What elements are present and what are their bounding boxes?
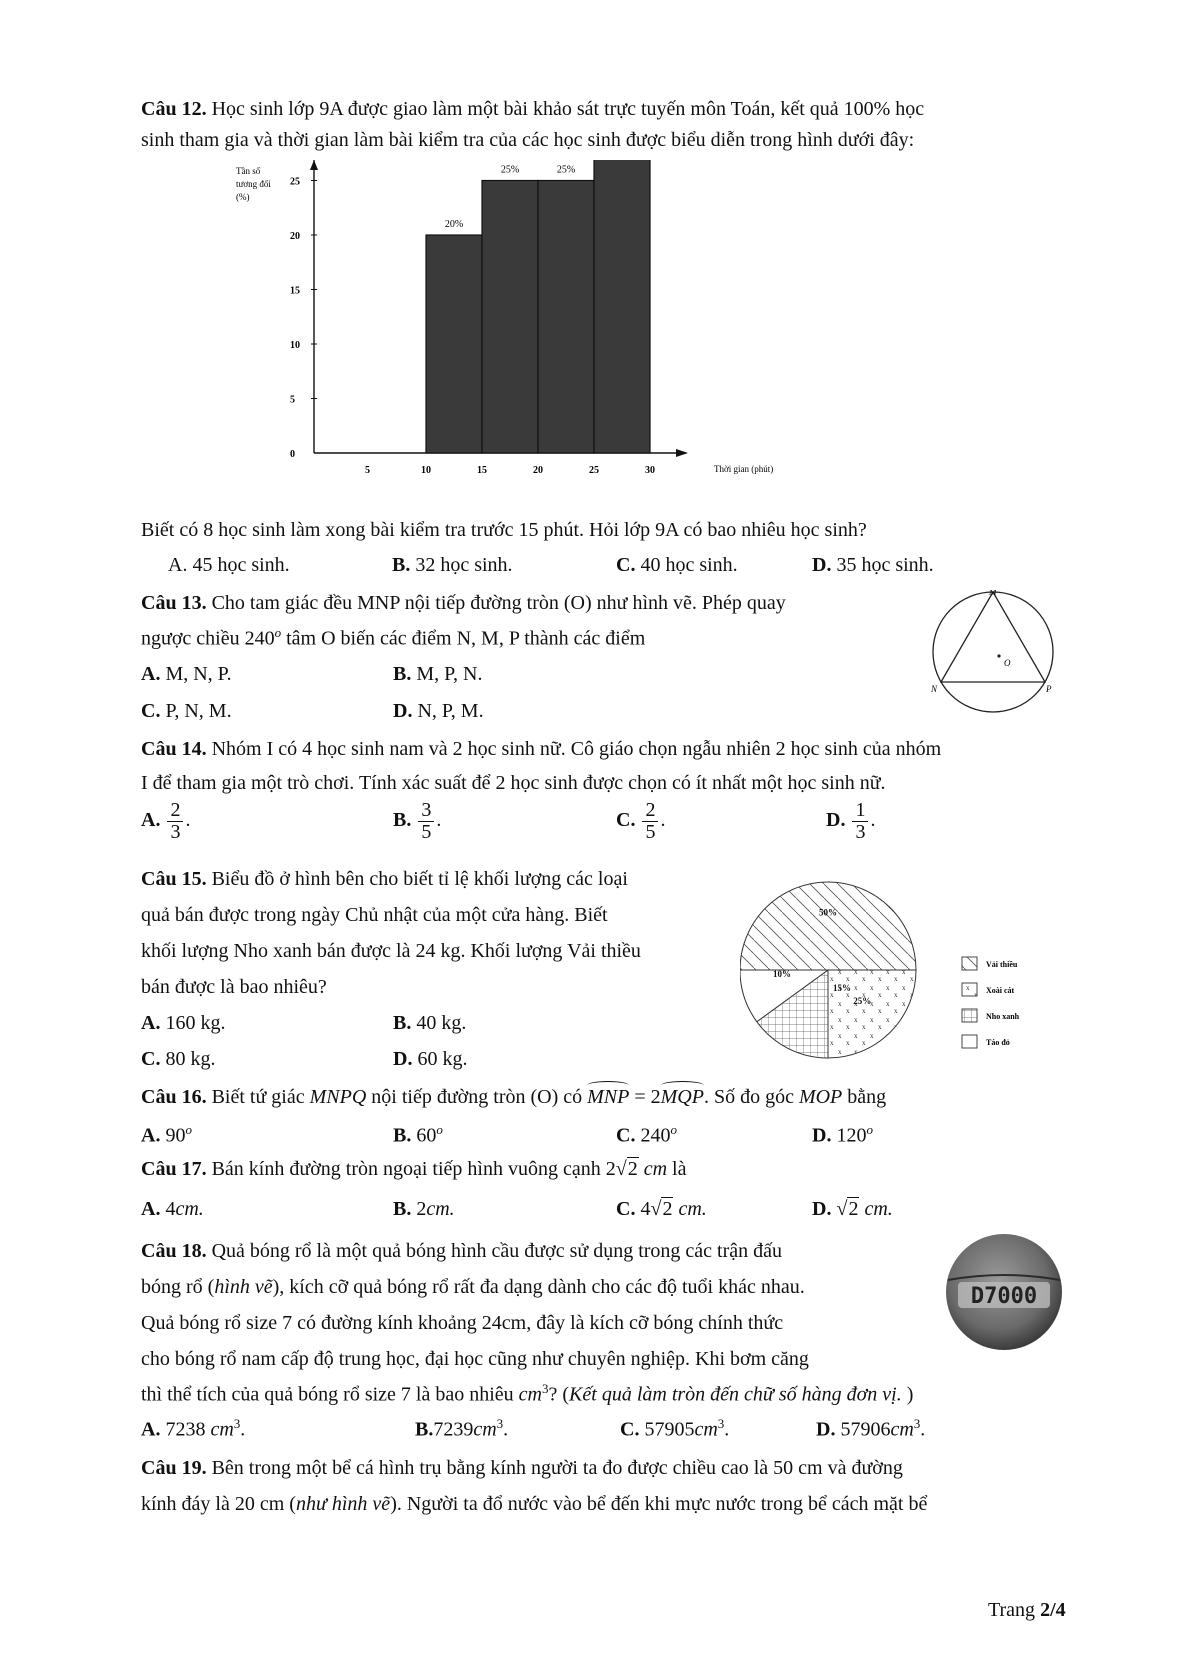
option-letter: A. [141, 809, 161, 832]
pie-slice-label: 10% [772, 968, 791, 979]
q15-option-b[interactable] [393, 1011, 466, 1035]
option-text: 2 [416, 1198, 427, 1220]
y-tick-label: 5 [290, 394, 295, 406]
q14-line1 [141, 737, 941, 761]
option-letter: B. [393, 663, 412, 685]
q18-text2i: hình vẽ [214, 1276, 273, 1298]
option-text: 40 học sinh. [640, 554, 738, 576]
y-axis-label: tương đối [236, 179, 271, 189]
center-o-label: O [1004, 658, 1011, 668]
legend-swatch [962, 1009, 977, 1022]
q14-option-a[interactable]: A. $\frac{2}{3}$ . [141, 799, 191, 843]
q18-line5 [141, 1381, 913, 1407]
option-text: 35 học sinh. [836, 554, 934, 576]
option-letter: C. [141, 1048, 161, 1070]
q17-option-a[interactable] [141, 1197, 204, 1221]
degree-sup: o [670, 1122, 677, 1137]
option-text: N, P, M. [417, 700, 484, 722]
q18-line2 [141, 1275, 805, 1299]
option-unit: cm [890, 1418, 914, 1441]
histogram-bar [482, 181, 538, 454]
numerator: 1 [852, 800, 868, 822]
q13-text2a: ngược chiều 240 [141, 627, 275, 650]
option-letter: B. [393, 809, 412, 832]
option-unit: cm [473, 1418, 497, 1441]
x-tick-label: 25 [589, 465, 599, 476]
q18-text2b: ), kích cỡ quả bóng rổ rất đa dạng dành cho các độ tuổi khác nhau. [272, 1276, 805, 1298]
sqrt-symbol: √2 [650, 1198, 673, 1220]
q19-text1: Bên trong một bể cá hình trụ bằng kính người ta đo được chiều cao là 50 cm và đường [211, 1457, 903, 1479]
q19-text2a: kính đáy là 20 cm ( [141, 1493, 296, 1515]
option-letter: D. [393, 700, 413, 722]
option-letter: A. [168, 554, 188, 576]
histogram-bar [594, 160, 650, 453]
q16-line [141, 1085, 886, 1109]
histogram-bar [426, 235, 482, 453]
cube-sup: 3 [496, 1416, 504, 1431]
histogram-bar [538, 181, 594, 454]
option-text: 240 [640, 1124, 671, 1147]
pie-slice-label: 15% [833, 983, 852, 994]
option-fraction [852, 800, 868, 843]
bar-data-label: 25% [500, 164, 520, 176]
pie-slice-label: 50% [819, 907, 837, 918]
q16-option-c[interactable] [616, 1122, 677, 1148]
legend-swatch [962, 1035, 977, 1048]
q17-coef: 2 [605, 1158, 616, 1180]
denominator: 5 [421, 821, 432, 843]
denominator: 3 [855, 821, 866, 843]
fruit-pie-chart [740, 870, 1080, 1075]
radicand: 2 [627, 1158, 638, 1180]
legend-entry: Táo đỏ [986, 1038, 1010, 1047]
option-unit: cm. [678, 1198, 707, 1220]
q16-quad: MNPQ [309, 1086, 367, 1108]
option-letter: A. [141, 1124, 161, 1147]
option-text: 80 kg. [165, 1048, 216, 1070]
option-letter: B. [393, 1124, 412, 1147]
q15-line1 [141, 867, 628, 891]
q13-option-a[interactable] [141, 662, 232, 686]
q14-option-b[interactable]: B. $\frac{3}{5}$ . [393, 799, 442, 843]
option-letter: C. [616, 1198, 636, 1220]
q18-option-d[interactable] [816, 1416, 925, 1442]
option-letter: D. [816, 1418, 836, 1441]
denominator: 5 [645, 821, 656, 843]
q16-text-c: . Số đo góc [703, 1086, 799, 1108]
basketball-image [944, 1232, 1064, 1352]
option-letter: B. [393, 1012, 412, 1034]
frequency-chart [236, 160, 836, 520]
option-letter: B. [393, 1198, 412, 1220]
q15-option-d[interactable] [393, 1047, 467, 1071]
radicand: 2 [848, 1198, 859, 1220]
degree-sup: o [274, 625, 282, 640]
option-letter: C. [616, 809, 636, 832]
y-axis-arrow [310, 160, 318, 170]
option-end: . [724, 1418, 730, 1441]
numerator: 2 [167, 800, 183, 822]
q18-text2a: bóng rổ ( [141, 1276, 215, 1298]
q15-option-a[interactable] [141, 1011, 225, 1035]
q12-option-b[interactable] [392, 553, 513, 577]
x-tick-label: 10 [421, 465, 431, 476]
q19-text2i: như hình vẽ [295, 1493, 391, 1515]
option-end: . [920, 1418, 926, 1441]
option-letter: B. [415, 1418, 434, 1441]
q14-option-c[interactable]: C. $\frac{2}{5}$ . [616, 799, 666, 843]
q16-eq: = 2 [629, 1086, 661, 1108]
q18-option-a[interactable] [141, 1416, 245, 1442]
page-label: Trang [988, 1599, 1041, 1621]
q13-label: Câu 13. [141, 592, 207, 614]
q16-option-d[interactable] [812, 1122, 873, 1148]
arc-mqp: MQP [660, 1086, 704, 1108]
q18-text1: Quả bóng rổ là một quả bóng hình cầu được sử dụng trong các trận đấu [211, 1240, 783, 1262]
q15-text1: Biểu đồ ở hình bên cho biết tỉ lệ khối lượng các loại [211, 868, 628, 890]
numerator: 2 [642, 800, 658, 822]
option-text: 57905 [644, 1418, 695, 1441]
option-text: 40 kg. [416, 1012, 467, 1034]
option-letter: C. [141, 700, 161, 722]
option-fraction [642, 800, 658, 843]
pie-slice-label: 25% [853, 996, 872, 1007]
circle-o [933, 592, 1053, 712]
sqrt-symbol: √2 [615, 1158, 638, 1180]
q18-text5i: Kết quả làm tròn đến chữ số hàng đơn vị. [569, 1383, 902, 1406]
q13-text2b: tâm O biến các điểm N, M, P thành các điểm [281, 627, 646, 650]
legend-entry: Vải thiều [986, 960, 1018, 969]
q18-option-c[interactable] [620, 1416, 729, 1442]
option-text: 7239 [433, 1418, 474, 1441]
cube-sup: 3 [542, 1381, 549, 1396]
q19-label: Câu 19. [141, 1457, 207, 1479]
option-text: 60 kg. [417, 1048, 468, 1070]
option-unit: cm [694, 1418, 718, 1441]
q14-label: Câu 14. [141, 738, 207, 760]
q17-unit: cm [643, 1158, 668, 1180]
q16-text-b: nội tiếp đường tròn (O) có [366, 1086, 588, 1108]
degree-sup: o [866, 1122, 873, 1137]
option-letter: A. [141, 663, 161, 685]
option-letter: C. [616, 554, 636, 576]
q19-line2 [141, 1492, 927, 1516]
bar-data-label: 25% [556, 164, 576, 176]
option-letter: A. [141, 1012, 161, 1034]
x-tick-label: 15 [477, 465, 487, 476]
y-tick-label: 10 [290, 340, 300, 351]
cube-sup: 3 [913, 1416, 921, 1431]
option-letter: C. [616, 1124, 636, 1147]
q12-line2: sinh tham gia và thời gian làm bài kiểm tra của các học sinh được biểu diễn trong hình dưới đây: [141, 129, 915, 151]
numerator: 3 [418, 800, 434, 822]
sqrt-symbol: √2 [836, 1198, 859, 1220]
option-end: . [503, 1418, 509, 1441]
option-text: P, N, M. [165, 700, 232, 722]
option-letter: A. [141, 1418, 161, 1441]
arc-mnp: MNP [587, 1086, 630, 1108]
q13-line1 [141, 591, 786, 615]
q17-option-d[interactable] [812, 1197, 893, 1221]
q14-text1: Nhóm I có 4 học sinh nam và 2 học sinh nữ. Cô giáo chọn ngẫu nhiên 2 học sinh của nhóm [211, 738, 942, 760]
q16-label: Câu 16. [141, 1086, 207, 1108]
legend-entry: Nho xanh [986, 1012, 1020, 1021]
x-tick-label: 5 [365, 465, 370, 476]
q15-line3: khối lượng Nho xanh bán được là 24 kg. Khối lượng Vải thiều [141, 940, 641, 962]
option-text: M, N, P. [165, 663, 232, 685]
q18-text5c: ) [901, 1383, 914, 1406]
page-number [988, 1599, 1066, 1622]
q18-line4: cho bóng rổ nam cấp độ trung học, đại học cũng như chuyên nghiệp. Khi bơm căng [141, 1348, 809, 1370]
option-text: 57906 [840, 1418, 891, 1441]
option-letter: C. [620, 1418, 640, 1441]
option-letter: A. [141, 1198, 161, 1220]
q16-text-a: Biết tứ giác [211, 1086, 310, 1108]
ball-label: D7000 [970, 1284, 1038, 1309]
option-text: 7238 [165, 1418, 211, 1441]
option-fraction [418, 800, 434, 843]
q18-text5a: thì thể tích của quả bóng rổ size 7 là bao nhiêu [141, 1383, 519, 1406]
q17-text-b: là [667, 1158, 687, 1180]
q18-unit: cm [518, 1383, 542, 1406]
q13-text1: Cho tam giác đều MNP nội tiếp đường tròn (O) như hình vẽ. Phép quay [211, 592, 786, 614]
q18-text5b: ? ( [548, 1383, 570, 1406]
q17-line [141, 1157, 686, 1181]
q14-line2: I để tham gia một trò chơi. Tính xác suất để 2 học sinh được chọn có ít nhất một học sinh nữ. [141, 772, 886, 794]
degree-sup: o [185, 1122, 192, 1137]
option-text: 4 [165, 1198, 176, 1220]
cube-sup: 3 [233, 1416, 241, 1431]
option-text: 90 [165, 1124, 186, 1147]
option-text: 60 [416, 1124, 437, 1147]
q13-line2 [141, 625, 645, 651]
q14-option-d[interactable]: D. $\frac{1}{3}$ . [826, 799, 876, 843]
q16-angle: MOP [798, 1086, 843, 1108]
y-tick-label: 25 [290, 176, 300, 188]
legend-swatch [962, 957, 977, 970]
q16-option-a[interactable] [141, 1122, 192, 1148]
denominator: 3 [170, 821, 181, 843]
legend-swatch [962, 983, 977, 996]
option-letter: D. [826, 809, 846, 832]
q16-option-b[interactable] [393, 1122, 443, 1148]
q12-label: Câu 12. [141, 98, 207, 120]
y-tick-label: 0 [290, 449, 295, 460]
triangle-circle-figure [925, 590, 1065, 720]
degree-sup: o [436, 1122, 443, 1137]
option-fraction [167, 800, 183, 843]
option-letter: D. [812, 1124, 832, 1147]
x-tick-label: 30 [645, 465, 655, 476]
q12-option-c[interactable] [616, 553, 738, 577]
q18-label: Câu 18. [141, 1240, 207, 1262]
option-unit: cm. [864, 1198, 893, 1220]
vertex-n-label: N [931, 684, 938, 694]
page-num: 2/4 [1040, 1599, 1066, 1621]
q17-option-b[interactable] [393, 1197, 455, 1221]
center-dot [997, 654, 1000, 657]
q13-option-b[interactable] [393, 662, 482, 686]
q15-option-c[interactable] [141, 1047, 215, 1071]
x-axis-arrow [676, 449, 688, 457]
legend-entry: Xoài cát [986, 986, 1015, 995]
option-text: 160 kg. [165, 1012, 226, 1034]
q17-text-a: Bán kính đường tròn ngoại tiếp hình vuông cạnh [211, 1158, 606, 1180]
option-unit: cm. [426, 1198, 455, 1220]
option-letter: B. [392, 554, 411, 576]
q16-text-d: bằng [842, 1086, 887, 1108]
option-text: 32 học sinh. [415, 554, 513, 576]
radicand: 2 [662, 1198, 673, 1220]
q12-option-d[interactable] [812, 553, 934, 577]
q18-line1 [141, 1239, 782, 1263]
vertex-m-label: M [989, 590, 997, 597]
q15-label: Câu 15. [141, 868, 207, 890]
y-axis-label: (%) [236, 192, 250, 202]
q19-text2b: ). Người ta đổ nước vào bể đến khi mực nước trong bể cách mặt bể [390, 1493, 928, 1515]
option-text: 4 [640, 1198, 651, 1220]
q12-text1: Học sinh lớp 9A được giao làm một bài khảo sát trực tuyến môn Toán, kết quả 100% học [211, 98, 925, 120]
option-text: 120 [836, 1124, 867, 1147]
option-unit: cm. [175, 1198, 204, 1220]
option-unit: cm [210, 1418, 234, 1441]
x-tick-label: 20 [533, 465, 543, 476]
q19-line1 [141, 1456, 903, 1480]
q12-line1 [141, 97, 924, 121]
q15-line4: bán được là bao nhiêu? [141, 976, 327, 998]
q17-label: Câu 17. [141, 1158, 207, 1180]
q13-option-d[interactable] [393, 699, 484, 723]
option-letter: D. [812, 1198, 832, 1220]
vertex-p-label: P [1046, 684, 1052, 694]
x-axis-label: Thời gian (phút) [714, 464, 774, 474]
q18-option-b[interactable] [415, 1416, 508, 1442]
q17-option-c[interactable] [616, 1197, 707, 1221]
pie-slice [740, 882, 916, 970]
y-tick-label: 20 [290, 231, 300, 242]
option-text: 45 học sinh. [192, 554, 290, 576]
q18-line3: Quả bóng rổ size 7 có đường kính khoảng 24cm, đây là kích cỡ bóng chính thức [141, 1312, 784, 1334]
option-letter: D. [393, 1048, 413, 1070]
option-text: M, P, N. [416, 663, 483, 685]
triangle-mnp [941, 592, 1045, 682]
q13-option-c[interactable] [141, 699, 232, 723]
q15-line2: quả bán được trong ngày Chủ nhật của một cửa hàng. Biết [141, 904, 608, 926]
cube-sup: 3 [717, 1416, 725, 1431]
option-letter: D. [812, 554, 832, 576]
option-end: . [240, 1418, 246, 1441]
q12-question: Biết có 8 học sinh làm xong bài kiểm tra trước 15 phút. Hỏi lớp 9A có bao nhiêu học sinh? [141, 519, 867, 541]
bar-data-label: 20% [444, 219, 464, 230]
y-tick-label: 15 [290, 285, 300, 297]
y-axis-label: Tần số [236, 166, 261, 176]
q12-option-a[interactable] [168, 553, 290, 577]
